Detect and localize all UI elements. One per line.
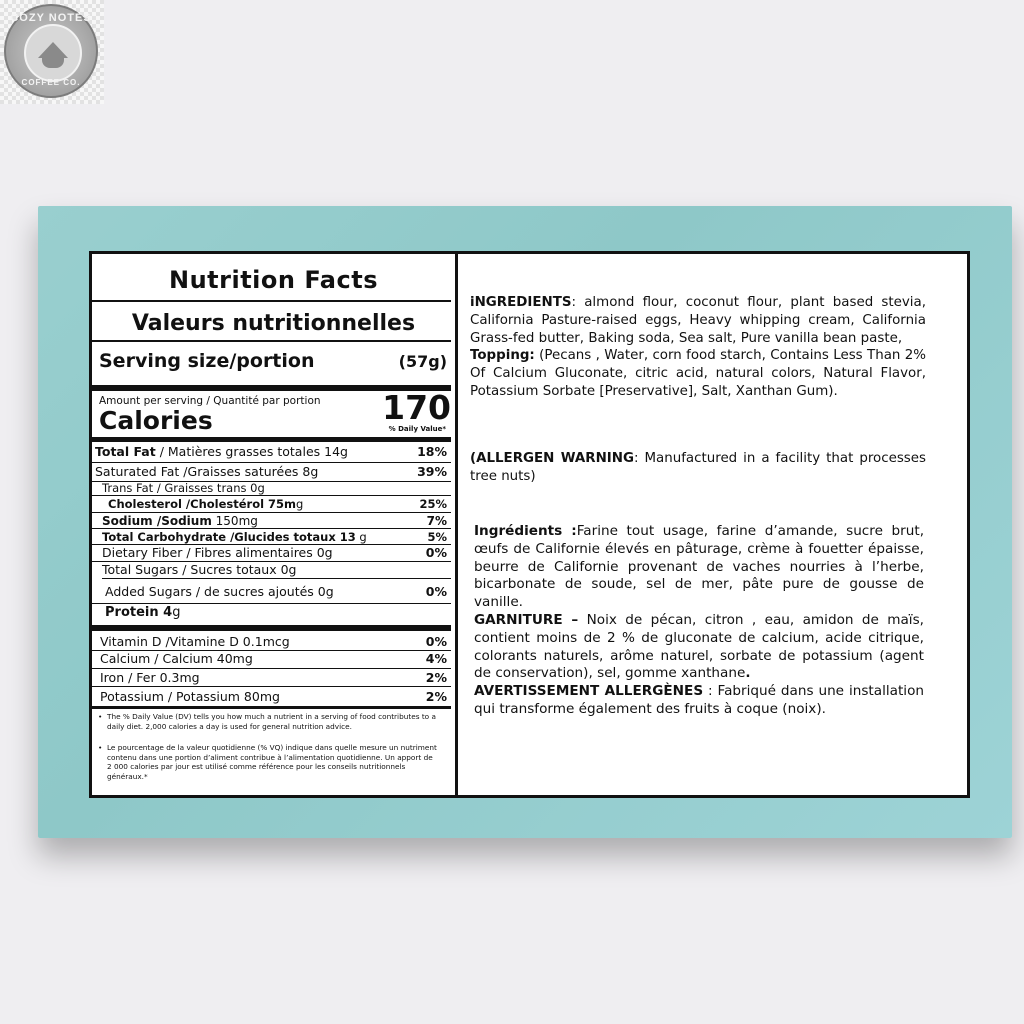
logo-emblem <box>24 24 82 82</box>
nutrient-label-bold: Protein 4 <box>105 605 173 620</box>
avertissement-label: AVERTISSEMENT ALLERGÈNES <box>474 683 704 700</box>
vitamin-label: Potassium / Potassium 80mg <box>100 689 280 704</box>
ingredients-en-label: iNGREDIENTS <box>470 295 572 310</box>
nutrient-row-total-fat <box>95 444 447 460</box>
coffee-seal-logo-icon <box>4 4 98 98</box>
nutrient-label: Trans Fat / Graisses trans 0g <box>102 481 265 495</box>
vitamin-pct: 4% <box>425 651 447 666</box>
nutrient-pct: 5% <box>427 530 447 544</box>
vitamin-label: Vitamin D /Vitamine D 0.1mcg <box>100 634 290 649</box>
nutrient-amount: 150mg <box>211 514 258 528</box>
allergen-warning-en <box>470 450 926 486</box>
brand-logo <box>0 0 104 104</box>
calories-value: 170 <box>382 388 451 427</box>
logo-brand-top: COZY NOTES <box>10 12 92 24</box>
vitamin-row-vitamin-d <box>100 634 447 650</box>
nutrient-row-saturated-fat <box>95 464 447 480</box>
ingredients-fr-label: Ingrédients : <box>474 523 577 539</box>
nutrient-pct: 0% <box>425 584 447 599</box>
divider-line <box>92 340 451 342</box>
nutrient-pct: 7% <box>426 514 447 528</box>
nutrient-pct: 18% <box>417 444 447 459</box>
nutrient-label-bold: Total Carbohydrate /Glucides totaux 13 <box>102 530 356 544</box>
nutrient-row-added-sugars <box>105 584 447 600</box>
nutrient-amount: g <box>172 605 181 620</box>
nutrient-row-sodium <box>102 513 447 529</box>
nutrient-label: Total Sugars / Sucres totaux 0g <box>102 562 297 577</box>
bullet-icon: • <box>98 743 103 752</box>
vitamin-row-iron <box>100 670 447 686</box>
vitamin-row-calcium <box>100 651 447 667</box>
panel-divider <box>455 251 458 798</box>
row-line <box>92 603 451 604</box>
nutrient-label: Saturated Fat /Graisses saturées 8g <box>95 464 319 479</box>
footnote-fr <box>98 743 438 781</box>
footnote-fr-text: Le pourcentage de la valeur quotidienne (% VQ) indique dans quelle mesure un nutriment contenu dans une portion d’aliment contribue à l’alimentation quotidienne. Un apport de 2 000 calories par jour est utilisé comme référence pour les conseils nutritionnels généraux.* <box>107 743 437 781</box>
serving-size-label: Serving size/portion <box>99 350 315 372</box>
allergen-text: : Manufactured in a facility that processes tree nuts) <box>470 451 926 484</box>
divider-line <box>92 300 451 302</box>
allergen-label: (ALLERGEN WARNING <box>470 451 634 466</box>
vitamin-row-potassium <box>100 689 447 705</box>
bullet-icon: • <box>98 712 103 721</box>
nutrient-row-trans-fat <box>102 480 447 496</box>
nutrient-label: Dietary Fiber / Fibres alimentaires 0g <box>102 545 333 560</box>
daily-value-header: % Daily Value* <box>388 425 446 433</box>
nutrient-label: Added Sugars / de sucres ajoutés 0g <box>105 584 334 599</box>
nutrient-amount: g <box>296 497 304 511</box>
garniture-text: Noix de pécan, citron , eau, amidon de maïs, contient moins de 2 % de gluconate de calcium, acide citrique, colorants naturels, arôme naturel, sorbate de potassium (agent de conservation), sel, gomme xanthane <box>474 611 924 682</box>
nutrient-row-cholesterol <box>108 496 447 512</box>
nutrient-label-bold: Total Fat <box>95 444 156 459</box>
nutrient-label: / Matières grasses totales <box>155 444 321 459</box>
ingredients-en-text: : almond flour, coconut flour, plant based stevia, California Pasture-raised eggs, Heavy whipping cream, California Grass-fed butter, Baking soda, Sea salt, Pure vanilla bean paste, <box>470 295 926 346</box>
nutrient-pct: 25% <box>419 497 447 511</box>
topping-text: (Pecans , Water, corn food starch, Contains Less Than 2% Of Calcium Gluconate, citric acid, natural colors, Natural Flavor, Potassium Sorbate [Preservative], Salt, Xanthan Gum). <box>470 348 926 399</box>
thick-divider <box>92 706 451 709</box>
footnote-en-text: The % Daily Value (DV) tells you how much a nutrient in a serving of food contributes to a daily diet. 2,000 calories a day is used for general nutrition advice. <box>107 712 436 731</box>
nutrient-amount: 14g <box>320 444 348 459</box>
row-line <box>92 462 451 463</box>
logo-brand-bottom: COFFEE CO. <box>21 78 81 87</box>
topping-label: Topping: <box>470 348 535 364</box>
nutrient-label-bold: Cholesterol /Cholestérol 75m <box>108 497 297 511</box>
row-line <box>92 668 451 669</box>
thick-divider <box>92 625 451 631</box>
row-line <box>102 578 451 579</box>
calories-label: Calories <box>99 406 213 435</box>
nutrition-title-fr: Valeurs nutritionnelles <box>131 311 416 336</box>
serving-size-value: (57g) <box>398 352 447 371</box>
nutrition-facts-panel <box>92 254 455 795</box>
row-line <box>92 686 451 687</box>
vitamin-label: Iron / Fer 0.3mg <box>100 670 200 685</box>
vitamin-label: Calcium / Calcium 40mg <box>100 651 253 666</box>
coffee-cup-icon <box>42 54 64 68</box>
nutrient-row-protein <box>105 605 447 621</box>
garniture-end: . <box>745 665 751 682</box>
nutrition-title: Nutrition Facts <box>168 266 378 294</box>
ingredients-en <box>470 294 926 401</box>
amount-per-serving: Amount per serving / Quantité par portion <box>99 395 321 407</box>
nutrient-amount: g <box>355 530 367 544</box>
ingredients-fr <box>474 523 924 719</box>
vitamin-pct: 2% <box>425 689 447 704</box>
avertissement-text: : Fabriqué dans une installation qui transforme également des fruits à coque (noix). <box>474 683 924 717</box>
nutrient-row-total-carbohydrate <box>102 529 447 545</box>
nutrient-pct: 39% <box>417 464 447 479</box>
vitamin-pct: 2% <box>425 670 447 685</box>
nutrient-row-dietary-fiber <box>102 545 447 561</box>
footnote-en <box>98 712 438 731</box>
nutrient-row-total-sugars <box>102 562 447 578</box>
thick-divider <box>92 437 451 442</box>
nutrient-pct: 0% <box>425 545 447 560</box>
garniture-label: GARNITURE – <box>474 611 579 628</box>
nutrient-label-bold: Sodium /Sodium <box>102 514 212 528</box>
ingredients-fr-text: Farine tout usage, farine d’amande, sucre brut, œufs de Californie élevés en pâturage, crème à fouetter épaisse, beurre de Californie provenant de vaches nourries à l’herbe, bicarbonate de soude, sel de mer, pâte pure de gousse de vanille. <box>474 523 925 611</box>
vitamin-pct: 0% <box>425 634 447 649</box>
